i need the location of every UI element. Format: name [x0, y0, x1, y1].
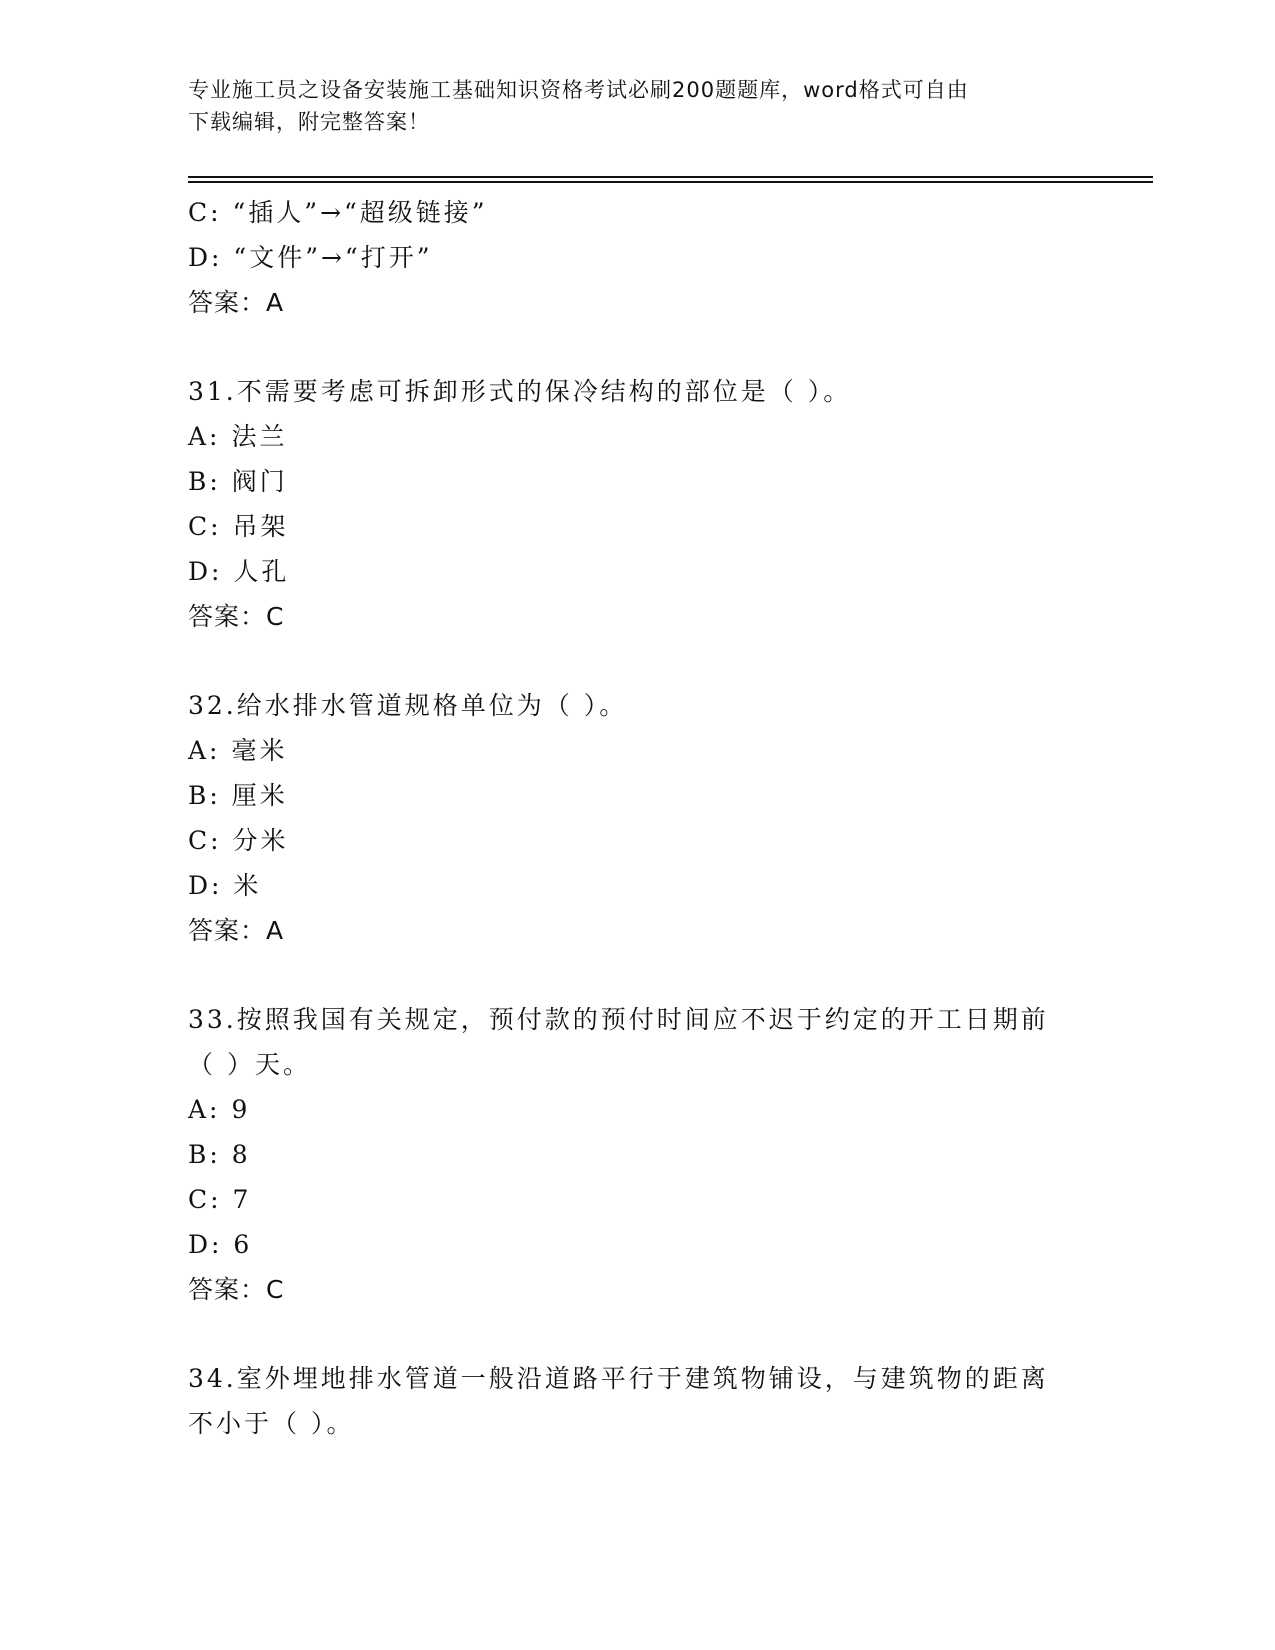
- option-text: “文件”→“打开”: [233, 243, 433, 272]
- question-34: [188, 1356, 1088, 1446]
- option-text: 毫米: [231, 736, 288, 765]
- question-stem: 34.室外埋地排水管道一般沿道路平行于建筑物铺设，与建筑物的距离: [188, 1364, 1049, 1393]
- option-line: [188, 549, 1088, 594]
- spacer: [188, 953, 1088, 997]
- option-text: 9: [231, 1095, 251, 1124]
- option-text: 7: [232, 1185, 252, 1214]
- option-line: [188, 1087, 1088, 1132]
- option-line: [188, 414, 1088, 459]
- option-label: B:: [188, 781, 221, 810]
- option-line: [188, 773, 1088, 818]
- option-line: [188, 190, 1088, 235]
- option-text: 米: [233, 871, 262, 900]
- header-line-2: 下载编辑，附完整答案！: [188, 110, 430, 134]
- option-text: 法兰: [231, 422, 288, 451]
- option-text: 阀门: [231, 467, 288, 496]
- option-line: [188, 1132, 1088, 1177]
- option-line: [188, 863, 1088, 908]
- option-label: D:: [188, 557, 223, 586]
- option-label: D:: [188, 243, 223, 272]
- question-stem: 33.按照我国有关规定，预付款的预付时间应不迟于约定的开工日期前: [188, 1005, 1049, 1034]
- option-line: [188, 728, 1088, 773]
- option-text: 8: [231, 1140, 251, 1169]
- question-stem: 31.不需要考虑可拆卸形式的保冷结构的部位是（ ）。: [188, 377, 852, 406]
- option-label: C:: [188, 198, 222, 227]
- option-line: [188, 1222, 1088, 1267]
- question-stem-continued: 不小于（ ）。: [188, 1409, 355, 1438]
- question-stem: 32.给水排水管道规格单位为（ ）。: [188, 691, 628, 720]
- option-text: 人孔: [233, 557, 290, 586]
- answer-line: 答案：C: [188, 1275, 285, 1304]
- question-31: [188, 369, 1088, 639]
- option-label: A:: [188, 1095, 221, 1124]
- option-line: [188, 1177, 1088, 1222]
- option-text: 6: [233, 1230, 253, 1259]
- option-label: B:: [188, 1140, 221, 1169]
- option-text: “插人”→“超级链接”: [232, 198, 488, 227]
- option-text: 分米: [232, 826, 289, 855]
- option-line: [188, 235, 1088, 280]
- option-label: C:: [188, 826, 222, 855]
- question-33: [188, 997, 1088, 1312]
- question-content: [188, 190, 1088, 1446]
- header-line-1: 专业施工员之设备安装施工基础知识资格考试必刷200题题库，word格式可自由: [188, 78, 969, 102]
- option-label: D:: [188, 871, 223, 900]
- option-label: C:: [188, 512, 222, 541]
- question-stem-continued: （ ）天。: [188, 1050, 311, 1079]
- header-rule-top: [188, 176, 1153, 178]
- option-text: 厘米: [231, 781, 288, 810]
- carryover-block: [188, 190, 1088, 325]
- header-rule-bottom: [188, 181, 1153, 183]
- option-line: [188, 818, 1088, 863]
- option-line: [188, 504, 1088, 549]
- spacer: [188, 325, 1088, 369]
- option-text: 吊架: [232, 512, 289, 541]
- spacer: [188, 639, 1088, 683]
- option-label: D:: [188, 1230, 223, 1259]
- question-32: [188, 683, 1088, 953]
- spacer: [188, 1312, 1088, 1356]
- answer-line: 答案：C: [188, 602, 285, 631]
- option-label: A:: [188, 422, 221, 451]
- option-line: [188, 459, 1088, 504]
- option-label: C:: [188, 1185, 222, 1214]
- option-label: A:: [188, 736, 221, 765]
- answer-line: 答案：A: [188, 288, 285, 317]
- answer-line: 答案：A: [188, 916, 285, 945]
- document-header: [188, 74, 1068, 138]
- option-label: B:: [188, 467, 221, 496]
